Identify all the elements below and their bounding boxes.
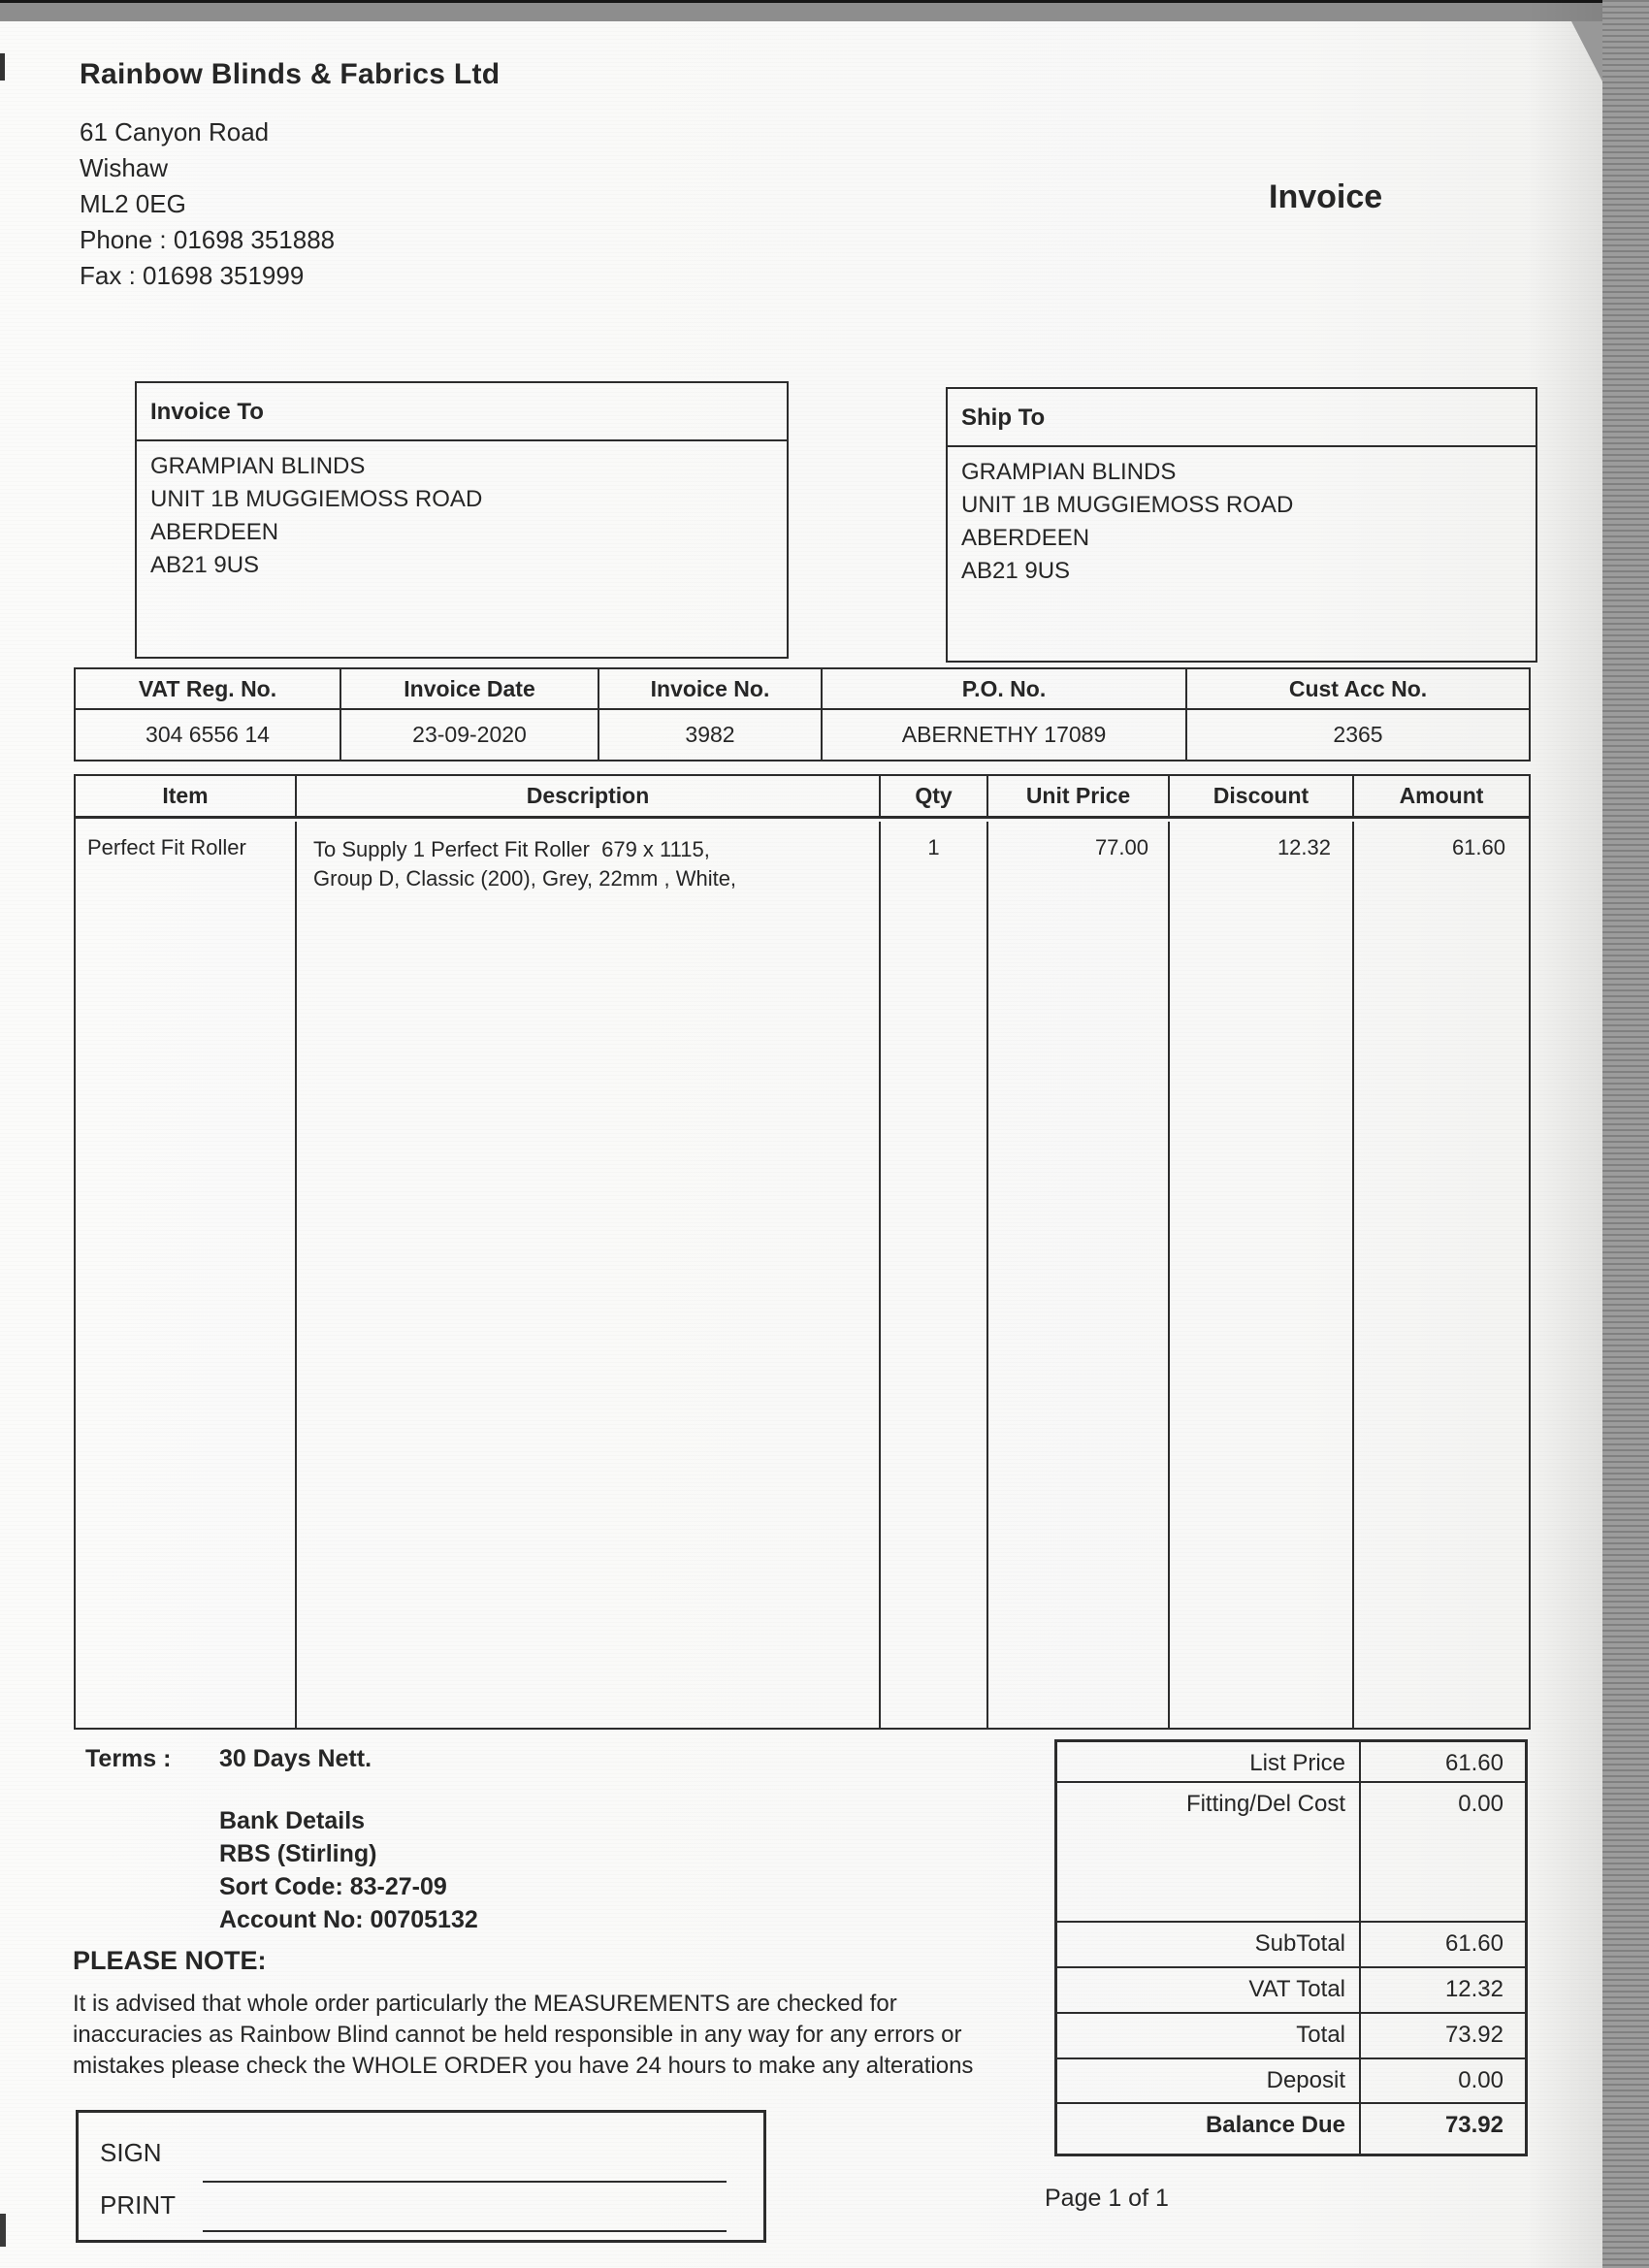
company-address-line: Wishaw xyxy=(80,153,169,182)
totals-table xyxy=(1054,1739,1528,2156)
invoice-to-address-line: UNIT 1B MUGGIEMOSS ROAD xyxy=(150,486,483,512)
invoice-title: Invoice xyxy=(1269,178,1383,215)
totals-value: 61.60 xyxy=(1444,1750,1504,1776)
meta-value-invoice-date: 23-09-2020 xyxy=(341,710,599,760)
totals-row-vat-total xyxy=(1057,1968,1525,2014)
company-fax: Fax : 01698 351999 xyxy=(80,261,305,290)
totals-label: Balance Due xyxy=(1057,2104,1361,2154)
company-name: Rainbow Blinds & Fabrics Ltd xyxy=(80,58,501,90)
meta-value-cust-acc-no: 2365 xyxy=(1333,722,1383,747)
item-description-cell xyxy=(297,822,881,1728)
please-note-line: inaccuracies as Rainbow Blind cannot be held responsible in any way for any errors or xyxy=(73,2022,962,2048)
totals-row-fitting-del-cost xyxy=(1057,1783,1525,1923)
totals-value: 0.00 xyxy=(1458,1791,1504,1817)
items-header-qty: Qty xyxy=(881,776,988,816)
meta-header-vat-reg: VAT Reg. No. xyxy=(76,669,341,710)
invoice-to-header: Invoice To xyxy=(137,383,787,441)
bank-details-line: Sort Code: 83-27-09 xyxy=(219,1873,447,1900)
print-label: PRINT xyxy=(100,2190,176,2219)
item-description-line: Group D, Classic (200), Grey, 22mm , White, xyxy=(313,866,737,891)
company-address-block xyxy=(80,114,335,294)
totals-value: 12.32 xyxy=(1444,1976,1504,2002)
totals-value: 73.92 xyxy=(1444,2112,1504,2138)
bank-details-line: RBS (Stirling) xyxy=(219,1840,377,1867)
totals-value: 61.60 xyxy=(1444,1930,1504,1957)
items-header-description: Description xyxy=(297,776,881,816)
company-address-line: ML2 0EG xyxy=(80,189,186,218)
totals-label: VAT Total xyxy=(1057,1968,1361,2012)
ship-to-address-line: UNIT 1B MUGGIEMOSS ROAD xyxy=(961,492,1294,518)
line-items-table xyxy=(74,774,1531,1730)
meta-header-invoice-no: Invoice No. xyxy=(599,669,823,710)
line-item-row xyxy=(76,822,1529,1728)
bank-details-title: Bank Details xyxy=(219,1807,366,1834)
please-note-line: It is advised that whole order particularly the MEASUREMENTS are checked for xyxy=(73,1991,897,2017)
ship-to-address-line: GRAMPIAN BLINDS xyxy=(961,459,1177,485)
totals-row-deposit xyxy=(1057,2059,1525,2104)
totals-label: Fitting/Del Cost xyxy=(1057,1783,1361,1921)
company-phone: Phone : 01698 351888 xyxy=(80,225,336,254)
scan-artifact-left-lower xyxy=(0,2214,6,2247)
please-note-text xyxy=(73,1989,973,2082)
invoice-to-address-line: AB21 9US xyxy=(150,552,260,578)
totals-label: SubTotal xyxy=(1057,1923,1361,1966)
totals-row-list-price xyxy=(1057,1742,1525,1783)
meta-header-cust-acc-no: Cust Acc No. xyxy=(1187,669,1529,710)
totals-label: Total xyxy=(1057,2014,1361,2057)
totals-value: 0.00 xyxy=(1458,2067,1504,2093)
invoice-to-box xyxy=(135,381,789,659)
line-items-header-row xyxy=(76,776,1529,819)
please-note-title: PLEASE NOTE: xyxy=(73,1946,267,1975)
bank-details-block xyxy=(219,1804,478,1936)
terms-label: Terms : xyxy=(85,1745,172,1772)
items-header-amount: Amount xyxy=(1399,783,1484,808)
scan-artifact-left-upper xyxy=(0,53,5,81)
scanner-edge-top xyxy=(0,0,1649,21)
meta-value-po-no: ABERNETHY 17089 xyxy=(823,710,1187,760)
invoice-meta-table xyxy=(74,667,1531,761)
totals-label: List Price xyxy=(1057,1742,1361,1781)
totals-label: Deposit xyxy=(1057,2059,1361,2102)
sign-line xyxy=(203,2181,727,2183)
meta-value-vat-reg: 304 6556 14 xyxy=(76,710,341,760)
totals-row-total xyxy=(1057,2014,1525,2059)
items-header-unit-price: Unit Price xyxy=(988,776,1170,816)
scanner-edge-right xyxy=(1602,0,1649,2268)
ship-to-address-line: AB21 9US xyxy=(961,558,1071,584)
signature-box xyxy=(76,2110,766,2243)
print-line xyxy=(203,2230,727,2232)
scanner-corner-topright xyxy=(1571,21,1602,81)
meta-header-invoice-date: Invoice Date xyxy=(341,669,599,710)
meta-header-po-no: P.O. No. xyxy=(823,669,1187,710)
invoice-to-address xyxy=(137,441,787,582)
totals-row-subtotal xyxy=(1057,1923,1525,1968)
invoice-to-address-line: GRAMPIAN BLINDS xyxy=(150,453,366,479)
sign-label: SIGN xyxy=(100,2138,162,2167)
invoice-to-address-line: ABERDEEN xyxy=(150,519,279,545)
item-name-cell: Perfect Fit Roller xyxy=(76,822,297,1728)
ship-to-header: Ship To xyxy=(948,389,1536,447)
item-unit-price-cell: 77.00 xyxy=(988,822,1170,1728)
items-header-item: Item xyxy=(76,776,297,816)
totals-value: 73.92 xyxy=(1444,2022,1504,2048)
terms-value: 30 Days Nett. xyxy=(219,1745,372,1772)
items-header-discount: Discount xyxy=(1170,776,1354,816)
item-description-line: To Supply 1 Perfect Fit Roller 679 x 1115, xyxy=(313,837,710,861)
item-discount-cell: 12.32 xyxy=(1170,822,1354,1728)
bank-details-line: Account No: 00705132 xyxy=(219,1906,478,1933)
item-qty-cell: 1 xyxy=(881,822,988,1728)
totals-row-balance-due xyxy=(1057,2104,1525,2154)
company-address-line: 61 Canyon Road xyxy=(80,117,270,146)
ship-to-address-line: ABERDEEN xyxy=(961,525,1090,551)
page-number: Page 1 of 1 xyxy=(1045,2185,1169,2212)
please-note-line: mistakes please check the WHOLE ORDER you have 24 hours to make any alterations xyxy=(73,2053,974,2079)
ship-to-address xyxy=(948,447,1536,588)
paper-edge-shadow xyxy=(1528,0,1602,2268)
meta-value-invoice-no: 3982 xyxy=(599,710,823,760)
ship-to-box xyxy=(946,387,1537,663)
item-amount-cell: 61.60 xyxy=(1451,835,1505,859)
